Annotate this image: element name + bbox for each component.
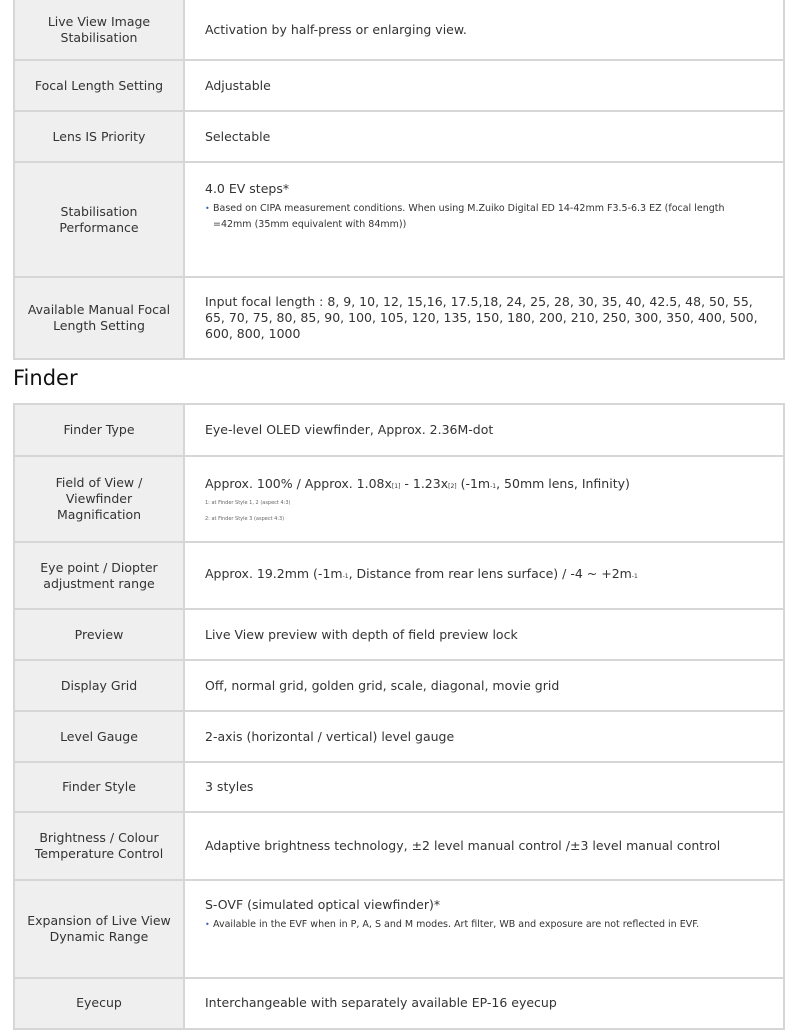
row-label: Stabilisation Performance bbox=[14, 162, 184, 277]
row-label: Live View Image Stabilisation bbox=[14, 0, 184, 60]
row-value: Selectable bbox=[184, 111, 784, 162]
value-part: (-1m bbox=[456, 475, 491, 491]
table-row bbox=[14, 711, 784, 762]
row-value: 3 styles bbox=[184, 762, 784, 812]
footnote-marker: [2] bbox=[448, 482, 457, 490]
value-part: Approx. 19.2mm (-1m bbox=[205, 566, 343, 581]
table-row bbox=[14, 660, 784, 711]
footnote-text: Based on CIPA measurement conditions. When using M.Zuiko Digital ED 14-42mm F3.5-6.3 EZ (focal length =42mm (35mm equivalent with 84mm)) bbox=[213, 203, 725, 230]
row-label: Lens IS Priority bbox=[14, 111, 184, 162]
row-value bbox=[184, 456, 784, 542]
value-part: , Distance from rear lens surface) / -4 ~ +2m bbox=[348, 566, 632, 581]
footnote-text: Available in the EVF when in P, A, S and M modes. Art filter, WB and exposure are not reflected in EVF. bbox=[213, 919, 700, 930]
table-row bbox=[14, 880, 784, 978]
value-part: , 50mm lens, Infinity) bbox=[496, 475, 630, 491]
row-value bbox=[184, 162, 784, 277]
row-label: Available Manual Focal Length Setting bbox=[14, 277, 184, 359]
row-value: Adjustable bbox=[184, 60, 784, 111]
row-label: Expansion of Live View Dynamic Range bbox=[14, 880, 184, 978]
footnote bbox=[205, 201, 763, 233]
value-part: - 1.23x bbox=[400, 475, 449, 491]
bullet-icon: • bbox=[205, 920, 210, 929]
row-value: 2-axis (horizontal / vertical) level gauge bbox=[184, 711, 784, 762]
table-row bbox=[14, 404, 784, 456]
row-value bbox=[184, 542, 784, 609]
footnote: 1: at Finder Style 1, 2 (aspect 4:3) bbox=[205, 499, 291, 506]
row-value: Adaptive brightness technology, ±2 level manual control /±3 level manual control bbox=[184, 812, 784, 880]
row-value: Input focal length : 8, 9, 10, 12, 15,16, 17.5,18, 24, 25, 28, 30, 35, 40, 42.5, 48, 50, 55, 65, 70, 75, 80, 85, 90, 100, 105, 120, 135, 150, 180, 200, 210, 250, 300, 350, 400, 500, 600, 800, 1000 bbox=[184, 277, 784, 359]
unit-exponent: -1 bbox=[631, 573, 638, 580]
section-title-finder: Finder bbox=[13, 366, 78, 390]
row-label: Finder Type bbox=[14, 404, 184, 456]
unit-exponent: -1 bbox=[490, 482, 497, 490]
table-row bbox=[14, 978, 784, 1029]
row-label: Display Grid bbox=[14, 660, 184, 711]
unit-exponent: -1 bbox=[342, 573, 349, 580]
table-row bbox=[14, 277, 784, 359]
table-row bbox=[14, 111, 784, 162]
bullet-icon: • bbox=[205, 204, 210, 213]
row-label: Level Gauge bbox=[14, 711, 184, 762]
row-label: Brightness / Colour Temperature Control bbox=[14, 812, 184, 880]
table-row bbox=[14, 812, 784, 880]
value-text bbox=[205, 476, 763, 495]
row-value: Off, normal grid, golden grid, scale, diagonal, movie grid bbox=[184, 660, 784, 711]
row-label: Field of View / Viewfinder Magnification bbox=[14, 456, 184, 542]
footnote-marker: [1] bbox=[391, 482, 401, 490]
table-row bbox=[14, 456, 784, 542]
row-value: Activation by half-press or enlarging view. bbox=[184, 0, 784, 60]
table-row bbox=[14, 0, 784, 60]
row-value: Interchangeable with separately available EP-16 eyecup bbox=[184, 978, 784, 1029]
table-row bbox=[14, 609, 784, 660]
row-label: Eyecup bbox=[14, 978, 184, 1029]
row-value: Live View preview with depth of field preview lock bbox=[184, 609, 784, 660]
row-value: Eye-level OLED viewfinder, Approx. 2.36M-dot bbox=[184, 404, 784, 456]
value-text: S-OVF (simulated optical viewfinder)* bbox=[205, 897, 441, 912]
row-value bbox=[184, 880, 784, 978]
footnote bbox=[205, 917, 763, 933]
stabilisation-spec-table bbox=[13, 0, 785, 360]
table-row bbox=[14, 60, 784, 111]
finder-spec-table bbox=[13, 403, 785, 1030]
row-label: Focal Length Setting bbox=[14, 60, 184, 111]
row-label: Eye point / Diopter adjustment range bbox=[14, 542, 184, 609]
row-label: Finder Style bbox=[14, 762, 184, 812]
table-row bbox=[14, 162, 784, 277]
table-row bbox=[14, 762, 784, 812]
row-label: Preview bbox=[14, 609, 184, 660]
footnote: 2: at Finder Style 3 (aspect 4:3) bbox=[205, 515, 285, 522]
table-row bbox=[14, 542, 784, 609]
value-part: Approx. 100% / Approx. 1.08x bbox=[205, 475, 392, 491]
value-text: 4.0 EV steps* bbox=[205, 181, 290, 196]
